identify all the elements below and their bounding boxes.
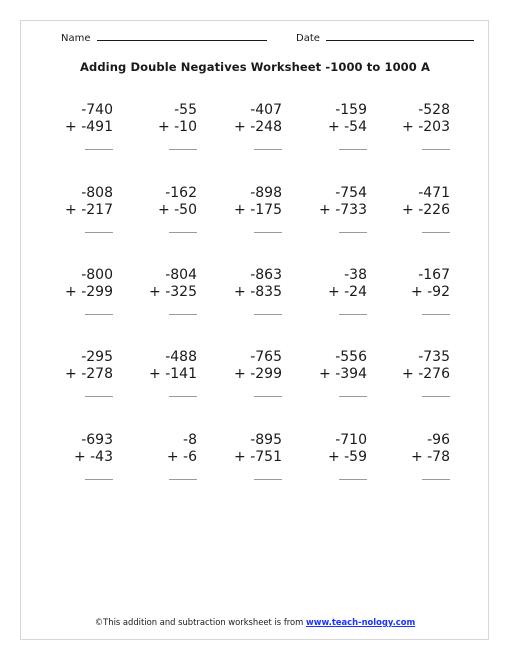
math-problem (380, 185, 450, 233)
problem-addend: + -92 (410, 284, 450, 300)
answer-line[interactable] (339, 149, 367, 150)
math-problem (297, 349, 367, 397)
math-problem (43, 185, 113, 233)
math-problem (297, 267, 367, 315)
answer-line[interactable] (254, 314, 282, 315)
problem-top-number: -295 (81, 349, 113, 365)
problem-top-number: -804 (165, 267, 197, 283)
problem-top-number: -765 (250, 349, 282, 365)
problem-top-number: -8 (183, 432, 197, 448)
answer-line[interactable] (422, 232, 450, 233)
problem-addend: + -325 (149, 284, 197, 300)
math-problem (43, 102, 113, 150)
problem-addend: + -751 (234, 449, 282, 465)
problem-top-number: -863 (250, 267, 282, 283)
answer-line[interactable] (339, 479, 367, 480)
problem-top-number: -55 (174, 102, 197, 118)
math-problem (380, 267, 450, 315)
math-problem (127, 432, 197, 480)
answer-line[interactable] (254, 479, 282, 480)
math-problem (380, 102, 450, 150)
math-problem (212, 349, 282, 397)
problem-addend: + -226 (402, 202, 450, 218)
math-problem (212, 432, 282, 480)
answer-line[interactable] (422, 314, 450, 315)
math-problem (43, 267, 113, 315)
problem-top-number: -38 (344, 267, 367, 283)
answer-line[interactable] (85, 396, 113, 397)
math-problem (297, 185, 367, 233)
answer-line[interactable] (339, 232, 367, 233)
answer-line[interactable] (169, 314, 197, 315)
answer-line[interactable] (339, 396, 367, 397)
answer-line[interactable] (85, 232, 113, 233)
answer-line[interactable] (85, 479, 113, 480)
problem-addend: + -10 (157, 119, 197, 135)
footer (0, 617, 510, 627)
problem-addend: + -491 (65, 119, 113, 135)
problem-top-number: -471 (418, 185, 450, 201)
math-problem (212, 102, 282, 150)
answer-line[interactable] (422, 479, 450, 480)
problem-addend: + -141 (149, 366, 197, 382)
math-problem (127, 102, 197, 150)
answer-line[interactable] (169, 149, 197, 150)
answer-line[interactable] (422, 149, 450, 150)
math-problem (43, 432, 113, 480)
answer-line[interactable] (169, 232, 197, 233)
problem-addend: + -24 (327, 284, 367, 300)
math-problem (43, 349, 113, 397)
problem-addend: + -248 (234, 119, 282, 135)
problem-addend: + -276 (402, 366, 450, 382)
answer-line[interactable] (85, 314, 113, 315)
footer-text: ©This addition and subtraction worksheet is from (94, 617, 306, 627)
math-problem (212, 267, 282, 315)
problem-addend: + -6 (166, 449, 197, 465)
problem-addend: + -733 (319, 202, 367, 218)
name-label: Name (61, 33, 91, 44)
answer-line[interactable] (339, 314, 367, 315)
problem-top-number: -710 (335, 432, 367, 448)
answer-line[interactable] (254, 149, 282, 150)
problem-top-number: -754 (335, 185, 367, 201)
problem-addend: + -43 (73, 449, 113, 465)
problem-addend: + -78 (410, 449, 450, 465)
math-problem (127, 267, 197, 315)
answer-line[interactable] (169, 479, 197, 480)
math-problem (297, 432, 367, 480)
math-problem (127, 185, 197, 233)
math-problem (380, 349, 450, 397)
math-problem (297, 102, 367, 150)
worksheet-title: Adding Double Negatives Worksheet -1000 to 1000 A (80, 60, 430, 74)
problem-addend: + -217 (65, 202, 113, 218)
problem-addend: + -59 (327, 449, 367, 465)
problem-top-number: -740 (81, 102, 113, 118)
date-label: Date (296, 33, 320, 44)
problem-addend: + -299 (234, 366, 282, 382)
math-problem (212, 185, 282, 233)
problem-addend: + -203 (402, 119, 450, 135)
problem-addend: + -278 (65, 366, 113, 382)
problem-addend: + -175 (234, 202, 282, 218)
problem-top-number: -407 (250, 102, 282, 118)
math-problem (380, 432, 450, 480)
problem-top-number: -96 (427, 432, 450, 448)
answer-line[interactable] (422, 396, 450, 397)
answer-line[interactable] (85, 149, 113, 150)
answer-line[interactable] (254, 396, 282, 397)
problem-addend: + -394 (319, 366, 367, 382)
answer-line[interactable] (254, 232, 282, 233)
problem-top-number: -898 (250, 185, 282, 201)
problem-top-number: -808 (81, 185, 113, 201)
problem-addend: + -299 (65, 284, 113, 300)
problem-top-number: -735 (418, 349, 450, 365)
problem-top-number: -488 (165, 349, 197, 365)
problem-top-number: -162 (165, 185, 197, 201)
problem-top-number: -693 (81, 432, 113, 448)
problem-addend: + -50 (157, 202, 197, 218)
footer-link[interactable]: www.teach-nology.com (305, 617, 416, 627)
problem-top-number: -895 (250, 432, 282, 448)
answer-line[interactable] (169, 396, 197, 397)
problem-top-number: -800 (81, 267, 113, 283)
problem-top-number: -528 (418, 102, 450, 118)
problem-top-number: -167 (418, 267, 450, 283)
problem-top-number: -159 (335, 102, 367, 118)
problem-addend: + -835 (234, 284, 282, 300)
problem-addend: + -54 (327, 119, 367, 135)
problem-top-number: -556 (335, 349, 367, 365)
math-problem (127, 349, 197, 397)
